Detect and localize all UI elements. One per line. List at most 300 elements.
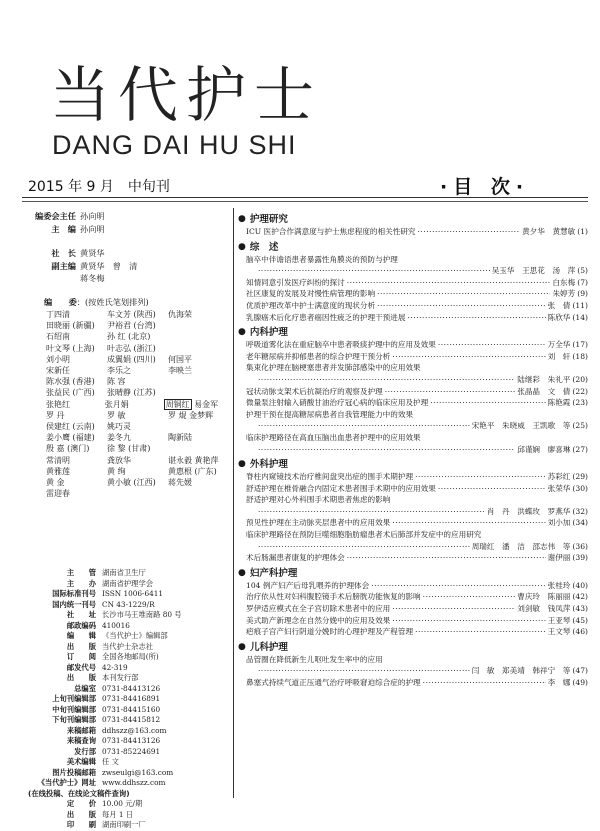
committee-member: 张艳红	[46, 399, 70, 409]
toc-entry-authors: 曹庆玲 陈丽丽	[517, 592, 571, 602]
issue-date: 2015 年 9 月 中旬刊	[28, 179, 170, 195]
toc-entry-authors: 吴玉华 王思花 汤 萍	[491, 266, 576, 276]
toc-entry-page: (49)	[572, 678, 588, 687]
committee-row	[46, 376, 231, 387]
publication-label: 出 版	[66, 809, 96, 819]
committee-member: 李映兰	[168, 366, 192, 376]
publication-row	[22, 778, 230, 789]
toc-entry-authors: 陈艳霞	[547, 398, 571, 408]
publication-row	[22, 589, 230, 600]
toc-entry-authors: 刘 轩	[547, 351, 571, 361]
committee-row	[46, 399, 231, 410]
toc-entry-page: (9)	[577, 289, 588, 299]
committee-member: 黄 金	[46, 478, 65, 488]
publication-value: 0731-84413126	[102, 736, 161, 745]
toc-section-title: 综 述	[249, 241, 279, 253]
toc-section-heading	[238, 213, 588, 226]
committee-member: 孙 红 (北京)	[107, 332, 151, 342]
toc-entry-page: (14)	[572, 312, 588, 322]
committee-row	[46, 320, 231, 331]
committee-member: 宋新任	[46, 366, 70, 376]
committee-member: 车文芳 (陕西)	[107, 310, 156, 319]
publication-row	[22, 684, 230, 695]
publication-row	[22, 621, 230, 632]
header-divider-thin	[22, 201, 588, 202]
toc-leader-dots	[258, 541, 470, 553]
committee-row	[46, 331, 231, 342]
toc-entry-authors: 张晶晶 文 倩	[517, 386, 571, 396]
publication-row	[22, 652, 230, 663]
toc-entry[interactable]	[238, 591, 588, 603]
publication-label: 发行部	[74, 746, 96, 756]
journal-title-pinyin: DANG DAI HU SHI	[52, 130, 297, 160]
toc-entry[interactable]	[238, 420, 588, 432]
committee-member: 田晓丽 (新疆)	[46, 321, 95, 331]
publication-value: CN 43-1229/R	[102, 599, 155, 609]
header-divider	[22, 197, 588, 198]
committee-row	[46, 443, 231, 454]
committee-member: 周铜红 易金军	[165, 399, 219, 409]
toc-leader-dots	[423, 677, 546, 689]
toc-entry-authors: 宋艳平 朱晓威 王凯歌 等	[471, 421, 571, 431]
staff-names: 孙向明	[80, 211, 105, 221]
publication-value: 湖南印刷一厂	[102, 820, 146, 829]
toc-entry-title[interactable]: 呼吸道雾化法在重症脑卒中患者吸痰护理中的应用及效果	[246, 340, 436, 350]
toc-entry-authors: 肖 丹 洪蝶玫 罗燕华	[486, 506, 571, 516]
toc-leader-dots	[430, 397, 545, 409]
committee-member: 罗 丹	[46, 410, 65, 420]
toc-leader-dots	[438, 483, 546, 495]
toc-entry[interactable]	[238, 397, 588, 409]
committee-row	[46, 365, 231, 376]
section-bullet-icon: ●	[238, 567, 246, 578]
publication-label: 社 址	[66, 610, 96, 619]
committee-member: 殷 嘉 (澳门)	[46, 444, 90, 454]
committee-member: 姜小鹰 (福建)	[46, 433, 95, 443]
publication-value: 0731-84413126	[102, 683, 161, 693]
committee-member: 谌永毅 黄艳萍	[168, 455, 219, 465]
toc-entry[interactable]	[238, 265, 588, 277]
toc-leader-dots	[377, 288, 550, 300]
committee-label: 编 委	[44, 297, 77, 307]
committee-member: 侯建红 (云南)	[46, 422, 95, 432]
staff-row	[18, 210, 228, 223]
publication-label: 总编室	[74, 683, 96, 693]
staff-names: 蒋冬梅	[80, 273, 105, 283]
toc-entry-authors: 闫 敏 郑美靖 韩祥宁 等	[471, 666, 571, 676]
committee-member: 仇海荣	[168, 310, 192, 319]
section-bullet-icon: ●	[238, 641, 246, 652]
toc-entry-title[interactable]: 疤痕子宫产妇行阴道分娩时的心理护理及产程管理	[246, 627, 414, 637]
staff-role: 社 长	[51, 248, 76, 258]
toc-entry-authors: 谢伊丽	[547, 553, 571, 563]
committee-row	[46, 343, 231, 354]
toc-entry[interactable]	[238, 339, 588, 351]
toc-entry-title[interactable]: 脊柱内窥镜技术治疗椎间盘突出症的围手术期护理	[246, 472, 414, 482]
toc-entry[interactable]	[238, 665, 588, 677]
publication-value: 湖南省卫生厅	[102, 568, 146, 577]
toc-entry-title[interactable]: 乳腺癌术后化疗患者癌因性疲乏的护理干预进展	[246, 312, 406, 322]
committee-member	[168, 443, 229, 454]
publication-label: 邮政编码	[66, 620, 96, 630]
committee-member: 徐 黎 (甘肃)	[107, 444, 151, 454]
toc-entry[interactable]	[238, 444, 588, 456]
toc-leader-dots	[347, 277, 551, 289]
toc-entry[interactable]	[238, 615, 588, 627]
section-bullet-icon: ●	[238, 327, 246, 338]
committee-member	[168, 331, 229, 342]
toc-entry-title[interactable]: 临床护理路径在高血压脑出血患者护理中的应用效果	[246, 432, 421, 442]
publication-value: 《当代护士》编辑部	[102, 631, 168, 640]
publication-row	[22, 736, 230, 747]
committee-member: 张益民 (广西)	[46, 388, 95, 398]
committee-member: 陈水强 (香港)	[46, 377, 95, 387]
toc-entry-page: (20)	[572, 374, 588, 384]
staff-names: 孙向明	[80, 223, 105, 234]
toc-entry[interactable]	[238, 300, 588, 312]
toc-entry-title[interactable]: 临床护理路径在预防巨噬细胞脂肪瘤患者术后肺部并发症中的应用研究	[246, 530, 482, 540]
toc-entry-title[interactable]: 集束化护理在脑梗塞患者并发肺部感染中的应用效果	[246, 363, 421, 373]
toc-leader-dots	[423, 591, 516, 603]
toc-entry-page: (29)	[572, 472, 588, 482]
toc-entry-authors: 李 娜	[547, 678, 571, 687]
toc-section-title: 妇产科护理	[249, 567, 298, 579]
committee-member: 石绍南	[46, 332, 70, 342]
publication-value: 10.00 元/期	[102, 799, 143, 808]
toc-entry-title[interactable]: 预见性护理在主动脉夹层患者中的应用效果	[246, 518, 391, 528]
publication-value: 长沙市马王堆南路 80 号	[102, 610, 182, 619]
publication-row	[22, 642, 230, 653]
toc-entry-authors: 王亚琴	[547, 615, 571, 625]
toc-heading: ·目 次·	[440, 176, 530, 198]
toc-entry[interactable]	[238, 517, 588, 529]
toc-entry-title[interactable]: 舒适护理对心外科围手术期患者焦虑的影响	[246, 495, 391, 505]
publication-label: 国际标准刊号	[52, 589, 96, 598]
toc-leader-dots	[392, 615, 545, 627]
committee-row	[46, 421, 231, 432]
committee-member: 陈 容	[107, 377, 126, 387]
committee-member: 罗 敏	[107, 410, 126, 420]
toc-leader-dots	[392, 351, 545, 363]
toc-entry-title[interactable]: 微量泵注射输入硝酸甘油治疗冠心病的临床应用及护理	[246, 398, 429, 408]
toc-entry-title[interactable]: 品管圈在降低新生儿呕吐发生率中的应用	[246, 654, 383, 664]
toc-entry-page: (46)	[572, 627, 588, 637]
publication-value: ddhszz@163.com	[102, 725, 167, 735]
committee-member: 黄 绚	[107, 466, 126, 476]
committee-member: 何国平	[168, 354, 192, 364]
publication-row	[22, 726, 230, 737]
publication-row	[22, 715, 230, 726]
staff-gap	[18, 235, 228, 247]
toc-entry[interactable]	[238, 677, 588, 689]
toc-leader-dots	[392, 517, 545, 529]
toc-entry[interactable]	[238, 529, 588, 541]
staff-role: 副主编	[51, 260, 76, 271]
committee-member	[168, 320, 229, 331]
toc-entry[interactable]	[238, 362, 588, 374]
toc-entry-page: (23)	[572, 398, 588, 408]
committee-member	[168, 421, 229, 432]
toc-entry-title[interactable]: 社区康复的发展及对慢性病管理的影响	[246, 289, 376, 299]
toc-entry-title[interactable]: 舒适护理在椎骨融合内固定术患者围手术期中的应用效果	[246, 483, 436, 493]
toc-section-heading	[238, 641, 588, 654]
toc-entry-title[interactable]: 术后肠漏患者康复的护理体会	[246, 553, 345, 563]
editorial-committee	[46, 309, 231, 499]
toc-entry[interactable]	[238, 580, 588, 592]
publication-value: 0731-85224691	[102, 746, 161, 756]
toc-entry-title[interactable]: 鼻塞式持续气道正压通气治疗呼吸窘迫综合症的护理	[246, 678, 421, 687]
committee-member: 李乐之	[107, 366, 131, 376]
publication-label: 来稿邮箱	[66, 725, 96, 735]
publication-label: 下旬刊编辑部	[52, 715, 96, 724]
toc-entry-title[interactable]: 104 例产妇产后母乳喂养的护理体会	[246, 580, 370, 590]
publication-row	[22, 768, 230, 779]
toc-entry-authors: 朱婷芳	[552, 289, 576, 299]
publication-value: www.ddhszz.com	[102, 778, 166, 787]
toc-entry[interactable]	[238, 226, 588, 238]
toc-entry-title[interactable]: 脑卒中伴谵语患者暴露性角膜炎的预防与护理	[246, 254, 398, 264]
committee-member: 丁四清	[46, 310, 70, 319]
toc-section-title: 外科护理	[249, 459, 288, 471]
section-bullet-icon: ●	[238, 214, 246, 224]
toc-entry-authors: 张 倩	[547, 300, 571, 310]
committee-member: 姜冬九	[107, 433, 131, 443]
toc-entry-authors: 陈欣华	[547, 312, 571, 322]
toc-entry-page: (5)	[577, 266, 588, 276]
toc-section-title: 内科护理	[249, 327, 288, 339]
committee-member: 刘小明	[46, 354, 70, 364]
publication-row	[22, 663, 230, 674]
committee-member: 陶新陆	[168, 433, 192, 443]
publication-value: 全国各地邮局(所)	[102, 652, 159, 661]
publication-label: 上旬刊编辑部	[52, 694, 96, 703]
committee-member	[168, 488, 229, 499]
toc-section-heading	[238, 458, 588, 471]
publication-value: 当代护士杂志社	[102, 641, 154, 651]
toc-leader-dots	[392, 603, 515, 615]
toc-entry-title[interactable]: ICU 医护合作满意度与护士焦虑程度的相关性研究	[246, 227, 416, 236]
toc-entry-title[interactable]: 美式助产新理念在自然分娩中的应用及效果	[246, 615, 391, 625]
toc-entry-page: (27)	[572, 444, 588, 454]
committee-member: 龚放华	[107, 455, 131, 465]
toc-entry[interactable]	[238, 603, 588, 615]
publication-value: 0731-84416891	[102, 694, 161, 703]
toc-entry[interactable]	[238, 626, 588, 638]
column-divider	[233, 208, 234, 798]
toc-entry-page: (22)	[572, 386, 588, 396]
toc-entry[interactable]	[238, 654, 588, 666]
committee-member	[107, 488, 168, 499]
staff-row	[18, 272, 228, 285]
toc-entry-authors: 白东梅	[552, 277, 576, 287]
publication-value: 每月 1 日	[102, 809, 134, 819]
toc-entry-authors: 万全华	[547, 340, 571, 350]
committee-member: 雷迎春	[46, 489, 70, 499]
committee-member: 张晴静 (江苏)	[107, 388, 156, 398]
toc-entry[interactable]	[238, 409, 588, 421]
toc-entry[interactable]	[238, 483, 588, 495]
publication-label: 定 价	[66, 799, 96, 808]
committee-row	[46, 488, 231, 499]
committee-member: 蒋先媛	[168, 478, 192, 488]
committee-note: ：(按姓氏笔划排列)	[76, 297, 149, 307]
toc-leader-dots	[347, 552, 546, 564]
toc-entry-authors: 周瑞红 潘 洁 邵志伟 等	[471, 541, 571, 551]
committee-member: 成翼娟 (四川)	[107, 354, 156, 364]
toc-leader-dots	[377, 300, 546, 312]
toc-entry[interactable]	[238, 312, 588, 324]
toc-leader-dots	[258, 265, 490, 277]
toc-entry-title[interactable]: 护理干预在提高糖尿病患者自我管理能力中的效果	[246, 409, 414, 419]
toc-entry-page: (1)	[577, 227, 588, 236]
toc-leader-dots	[418, 226, 521, 238]
toc-entry[interactable]	[238, 277, 588, 289]
toc-section-heading	[238, 326, 588, 339]
toc-entry-authors: 邱谨娴 廖喜琳	[517, 444, 571, 454]
toc-entry-title[interactable]: 优质护理改革中护士满意度的现状分析	[246, 300, 376, 310]
toc-entry-authors: 张桂玲	[547, 580, 571, 590]
toc-leader-dots	[258, 374, 515, 386]
staff-role: 主 编	[51, 223, 76, 234]
section-bullet-icon: ●	[238, 459, 246, 470]
committee-member-boxed: 周铜红	[165, 399, 190, 409]
committee-member: 叶文琴 (上海)	[46, 343, 95, 353]
toc-leader-dots	[438, 339, 546, 351]
publication-label: 主 办	[66, 578, 96, 588]
toc-entry-authors: 刘剑敏 钱凤萍	[517, 604, 571, 614]
toc-entry-page: (42)	[572, 592, 588, 602]
publication-value: 0731-84415160	[102, 704, 161, 714]
staff-names: 黄贤华	[80, 248, 105, 258]
publication-label: 国内统一刊号	[52, 599, 96, 609]
toc-entry[interactable]	[238, 351, 588, 363]
toc-entry-title[interactable]: 罗伊适应模式在全子宫切除术患者中的应用	[246, 604, 391, 614]
toc-leader-dots	[415, 626, 546, 638]
toc-section-title: 儿科护理	[249, 641, 288, 653]
publication-row	[22, 789, 230, 800]
publication-label: 来稿查询	[66, 736, 96, 745]
publication-row	[22, 820, 230, 831]
toc-entry-page: (30)	[572, 483, 588, 493]
publication-note: (在线投稿、在线论文稿件查询)	[28, 788, 130, 798]
toc-entry[interactable]	[238, 541, 588, 553]
committee-member: 黄小敏 (江西)	[107, 478, 156, 488]
toc-entry-page: (11)	[572, 300, 588, 310]
toc-leader-dots	[385, 386, 516, 398]
publication-value: 0731-84415812	[102, 715, 161, 724]
committee-member: 尹裕君 (台湾)	[107, 321, 156, 331]
publication-label: 邮发代号	[66, 662, 96, 672]
toc-entry[interactable]	[238, 386, 588, 398]
toc-leader-dots	[415, 471, 546, 483]
toc-entry-page: (47)	[572, 666, 588, 676]
publication-row	[22, 610, 230, 621]
toc-entry-authors: 王文琴	[547, 627, 571, 637]
toc-entry-page: (17)	[572, 340, 588, 350]
toc-entry-page: (34)	[572, 518, 588, 528]
toc-entry-page: (43)	[572, 604, 588, 614]
toc-entry[interactable]	[238, 552, 588, 564]
toc-entry-title[interactable]: 知情同意引发医疗纠纷的探讨	[246, 277, 345, 287]
publication-value: 湖南省护理学会	[102, 578, 154, 588]
committee-member: 黄雅莲	[46, 466, 70, 476]
toc-entry-title[interactable]: 老年糖尿病并抑郁患者的综合护理干预分析	[246, 351, 391, 361]
toc-entry-authors: 张荣华	[547, 483, 571, 493]
publication-value: zwseulgi@163.com	[102, 767, 174, 777]
toc-entry[interactable]	[238, 494, 588, 506]
publication-row	[22, 705, 230, 716]
publication-label: 出 版	[66, 673, 96, 682]
publication-row	[22, 579, 230, 590]
toc-entry-authors: 黄夕华 黄慧敏	[522, 227, 576, 236]
publication-label: 《当代护士》网址	[37, 778, 96, 787]
toc-leader-dots	[371, 580, 545, 592]
staff-row	[18, 247, 228, 260]
committee-member: 姚巧灵	[107, 422, 131, 432]
publication-row	[22, 673, 230, 684]
staff-role: 编委会主任	[35, 211, 76, 221]
toc-entry-page: (36)	[572, 541, 588, 551]
toc-leader-dots	[258, 506, 485, 518]
toc-entry-page: (25)	[572, 421, 588, 431]
publication-row	[22, 600, 230, 611]
toc-entry-title[interactable]: 冠状动脉支架术后抗凝治疗的观察及护理	[246, 386, 383, 396]
toc-entry-authors: 苏彩红	[547, 472, 571, 482]
committee-member: 叶志弘 (浙江)	[107, 343, 156, 353]
toc-entry-page: (39)	[572, 553, 588, 563]
publication-row	[22, 631, 230, 642]
toc-entry[interactable]	[238, 288, 588, 300]
committee-row	[46, 410, 231, 421]
toc-leader-dots	[258, 665, 470, 677]
toc-entry[interactable]	[238, 432, 588, 444]
toc-entry[interactable]	[238, 506, 588, 518]
publication-label: 印 刷	[66, 820, 96, 829]
publication-label: 订 阅	[66, 652, 96, 661]
publication-info	[22, 568, 230, 831]
toc-entry-authors: 刘小加	[547, 518, 571, 528]
toc-entry-authors: 陆继彩 朱礼平	[517, 374, 571, 384]
toc-entry[interactable]	[238, 471, 588, 483]
toc-entry[interactable]	[238, 254, 588, 266]
publication-row	[22, 568, 230, 579]
committee-member: 常清明	[46, 455, 70, 465]
publication-value: 本刊发行部	[102, 673, 139, 682]
toc-entry-title[interactable]: 治疗依从性对妇科腹腔镜手术后膀胱功能恢复的影响	[246, 592, 421, 602]
table-of-contents	[238, 210, 588, 689]
toc-entry-page: (40)	[572, 580, 588, 590]
staff-names: 黄贤华 曾 清	[80, 260, 138, 271]
committee-member: 张月娟	[104, 399, 129, 409]
toc-leader-dots	[407, 312, 545, 324]
editorial-staff	[18, 210, 228, 285]
committee-member: 黄惠根 (广东)	[168, 466, 217, 476]
toc-entry[interactable]	[238, 374, 588, 386]
committee-member: 罗 焜 金梦辉	[168, 410, 214, 420]
committee-row	[46, 309, 231, 320]
committee-row	[46, 477, 231, 488]
publication-label: 中旬刊编辑部	[52, 704, 96, 714]
toc-section-heading	[238, 241, 588, 254]
publication-row	[22, 799, 230, 810]
publication-label: 美术编辑	[66, 757, 96, 766]
committee-row	[46, 387, 231, 398]
publication-value: 42-319	[102, 662, 128, 672]
toc-entry-page: (18)	[572, 351, 588, 361]
publication-value: 410016	[102, 620, 130, 630]
publication-label: 图片投稿邮箱	[52, 767, 96, 777]
journal-title: 当代护士	[50, 61, 322, 131]
